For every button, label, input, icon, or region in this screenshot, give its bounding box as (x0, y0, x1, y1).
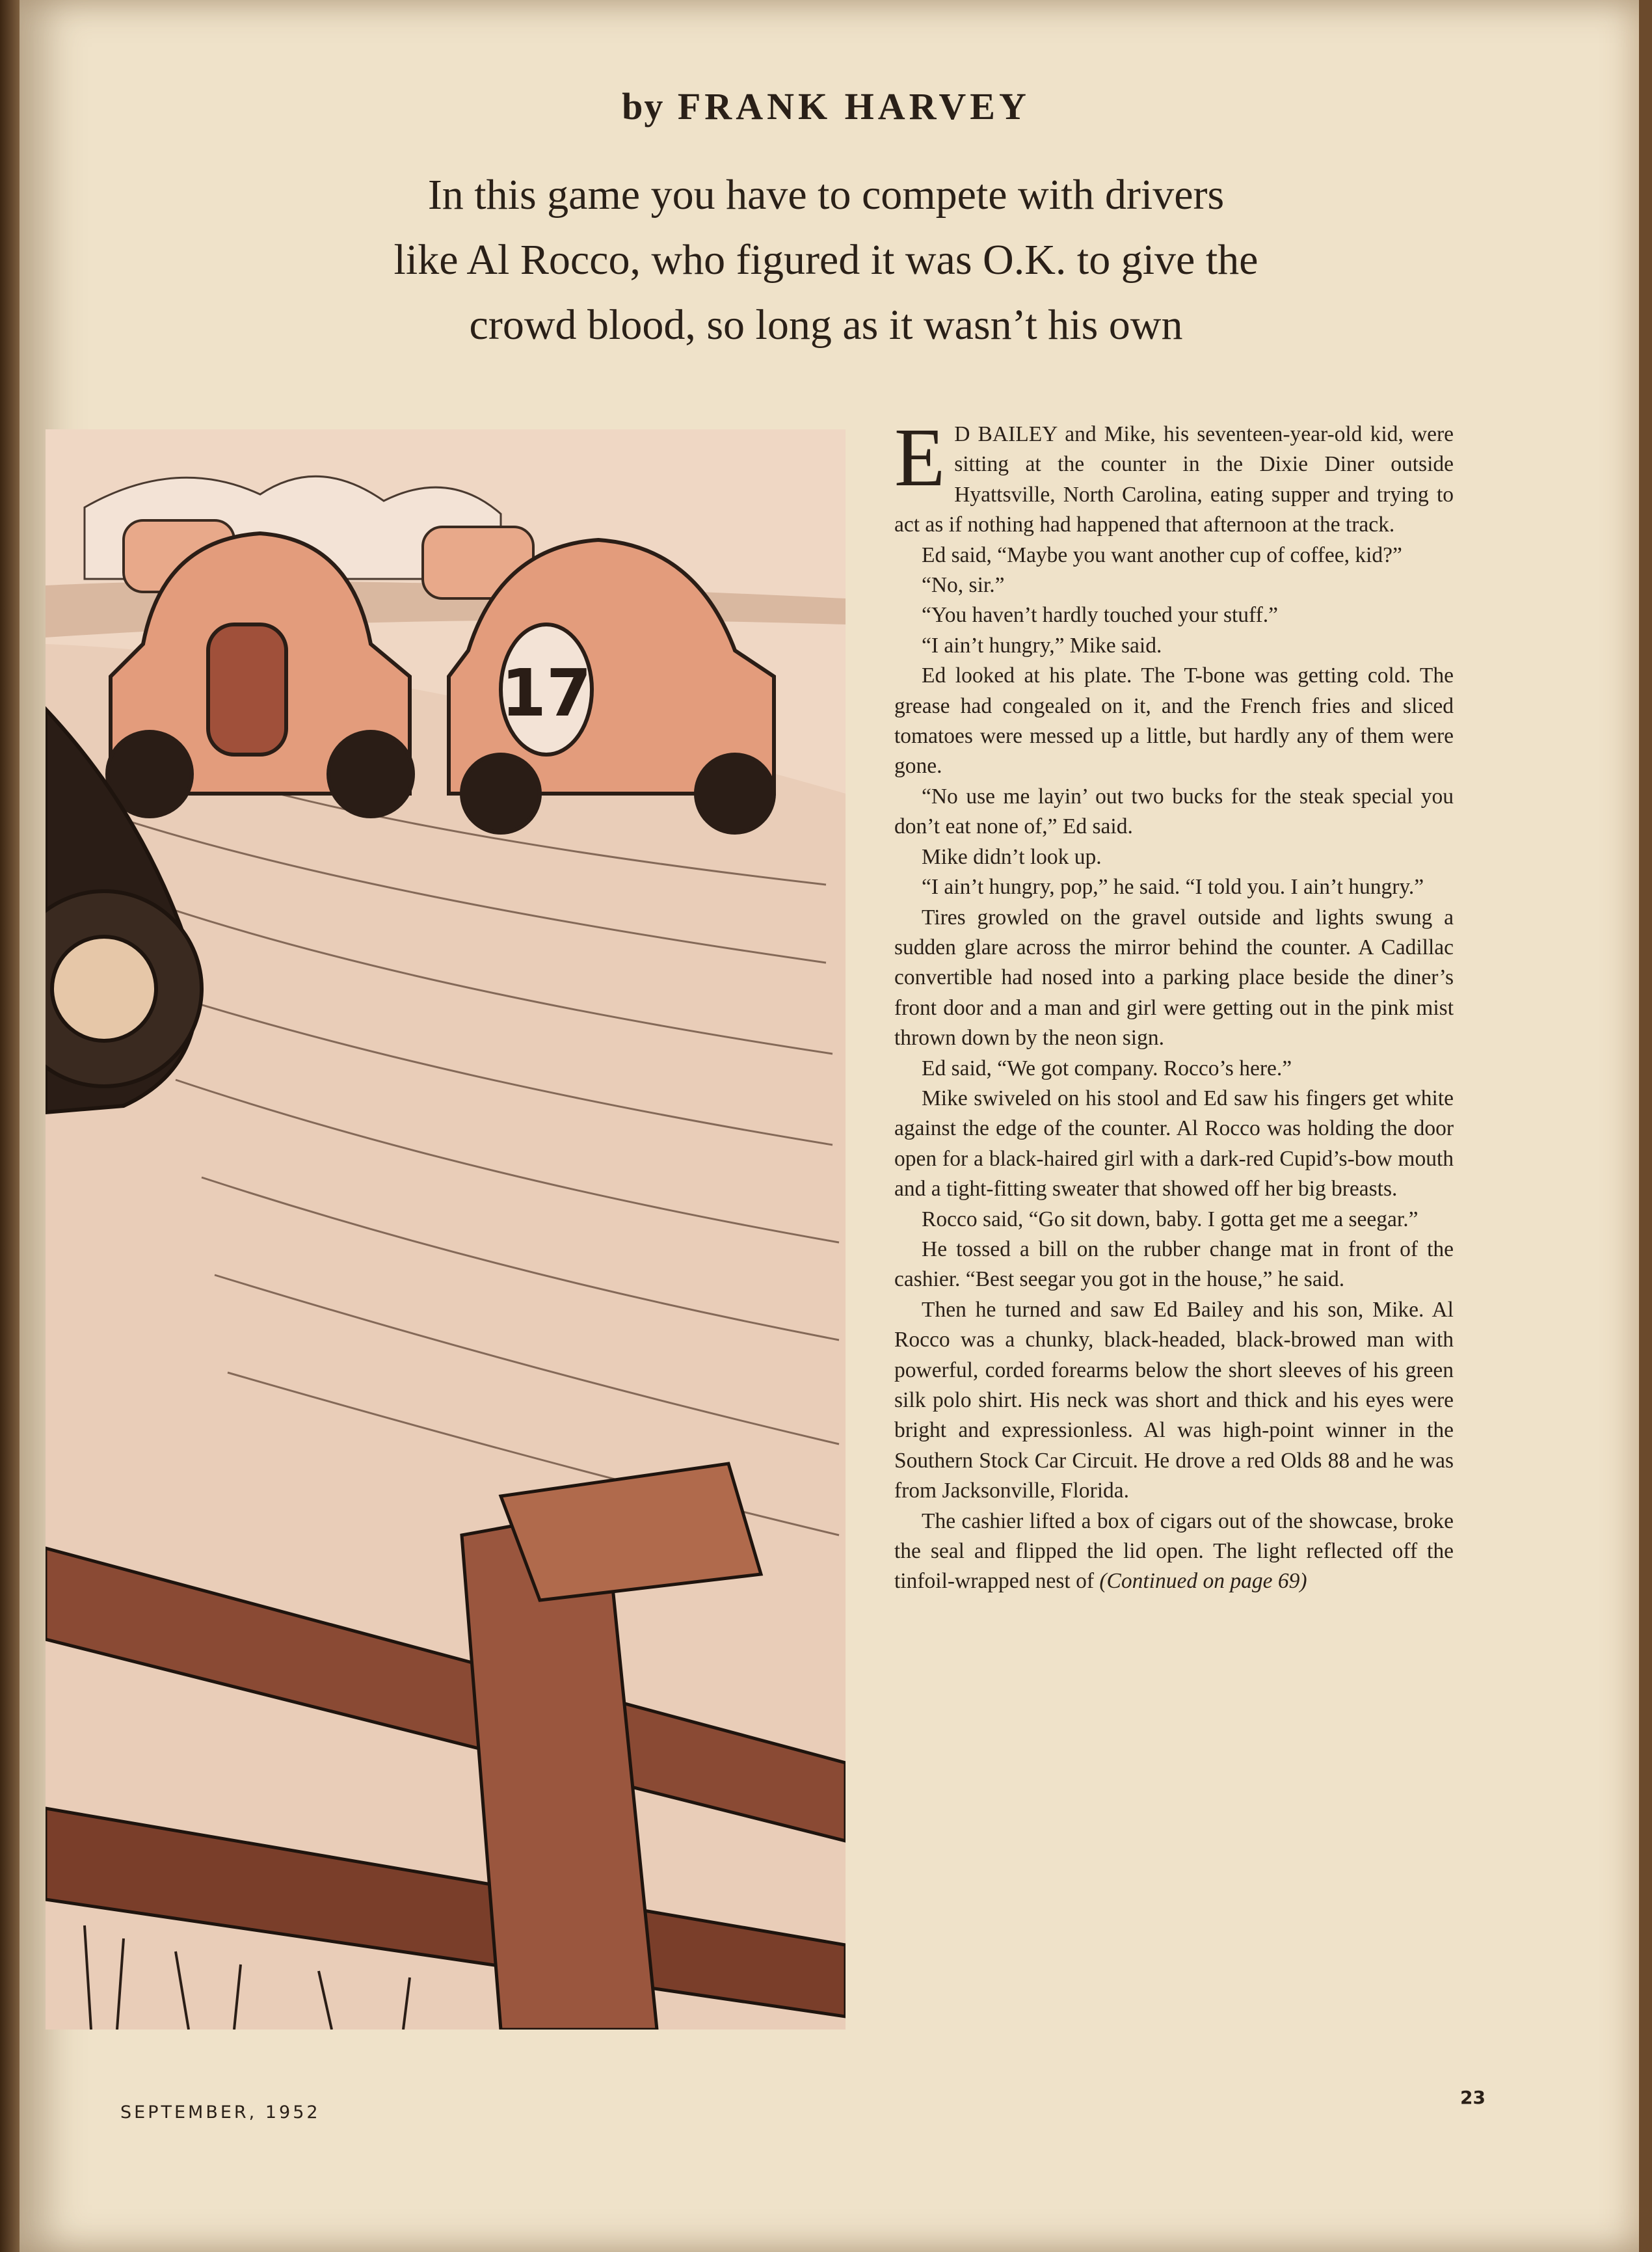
paragraph-13: Rocco said, “Go sit down, baby. I gotta get me a seegar.” (922, 1207, 1419, 1231)
race-illustration (46, 429, 846, 2030)
deck-line-2: like Al Rocco, who figured it was O.K. to give the (393, 236, 1259, 284)
continued-note: (Continued on page 69) (1099, 1569, 1307, 1594)
paragraph-3: “No, sir.” (922, 573, 1005, 598)
paragraph-9: “I ain’t hungry, pop,” he said. “I told you. I ain’t hungry.” (922, 875, 1424, 900)
paragraph-14: He tossed a bill on the rubber change mat in front of the cashier. “Best seegar you got in the house,” he said. (894, 1237, 1454, 1292)
paragraph-2: Ed said, “Maybe you want another cup of coffee, kid?” (922, 543, 1402, 567)
race-illustration-drawing (46, 429, 846, 2030)
paragraph-10: Tires growled on the gravel outside and lights swung a sudden glare across the mirror behind the counter. A Cadillac convertible had nosed into a parking place beside the diner’s front door and a man and girl were getting out in the pink mist thrown down by the neon sign. (894, 905, 1454, 1051)
issue-date: SEPTEMBER, 1952 (120, 2102, 321, 2123)
article-deck (0, 163, 1652, 358)
paragraph-8: Mike didn’t look up. (922, 844, 1102, 869)
byline-author: FRANK HARVEY (677, 85, 1030, 127)
drop-cap: E (894, 411, 946, 503)
byline-prefix: by (622, 85, 665, 127)
paragraph-6: Ed looked at his plate. The T-bone was getting cold. The grease had congealed on it, and the French fries and sliced tomatoes were messed up a little, but hardly any of them were gone. (894, 664, 1454, 779)
paragraph-16 (894, 1507, 1454, 1597)
paragraph-5: “I ain’t hungry,” Mike said. (922, 633, 1162, 658)
paragraph-12: Mike swiveled on his stool and Ed saw his fingers get white against the edge of the counter. Al Rocco was holding the door open for a black-haired girl with a dark-red Cupid’s-bow mouth and a tight-fitting sweater that showed off her big breasts. (894, 1086, 1454, 1201)
byline (0, 85, 1652, 128)
paragraph-7: “No use me layin’ out two bucks for the steak special you don’t eat none of,” Ed said. (894, 784, 1454, 839)
deck-line-3: crowd blood, so long as it wasn’t his own (469, 301, 1183, 349)
page-number: 23 (1460, 2087, 1485, 2108)
car-number-17: 17 (501, 655, 592, 731)
paragraph-1 (894, 411, 1454, 541)
paragraph-11: Ed said, “We got company. Rocco’s here.” (922, 1056, 1292, 1080)
deck-line-1: In this game you have to compete with drivers (427, 171, 1225, 219)
paragraph-16-text: The cashier lifted a box of cigars out of the showcase, broke the seal and flipped the lid open. The light reflected off the tinfoil-wrapped nest of (894, 1508, 1454, 1594)
paragraph-15: Then he turned and saw Ed Bailey and his son, Mike. Al Rocco was a chunky, black-headed, black-browed man with powerful, corded forearms below the short sleeves of his green silk polo shirt. His neck was short and thick and his eyes were bright and expressionless. Al was high-point winner in the Southern Stock Car Circuit. He drove a red Olds 88 and he was from Jacksonville, Florida. (894, 1297, 1454, 1503)
paragraph-1-text: D BAILEY and Mike, his seventeen-year-old kid, were sitting at the counter in the Dixie Diner outside Hyattsville, North Carolina, eating supper and trying to act as if nothing had happened that afternoon at the track. (894, 422, 1454, 537)
article-body (894, 411, 1454, 1597)
paragraph-4: “You haven’t hardly touched your stuff.” (922, 603, 1279, 628)
